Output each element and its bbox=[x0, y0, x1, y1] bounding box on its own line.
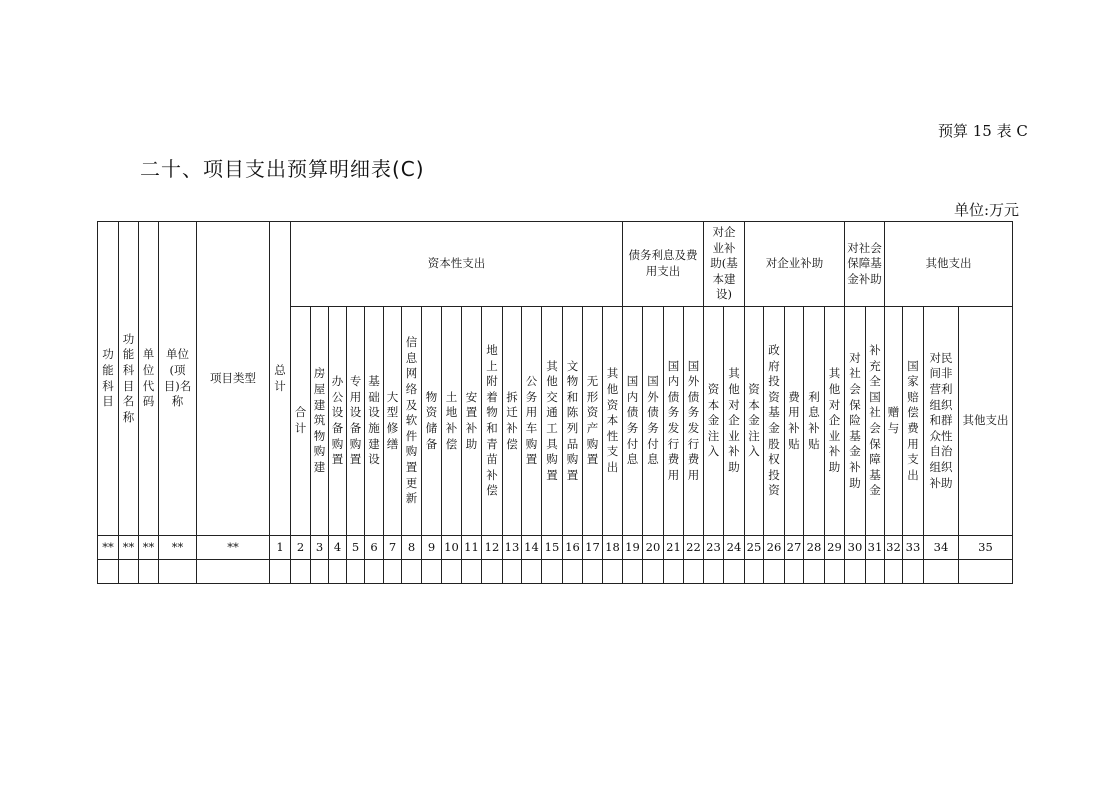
index-cell: 25 bbox=[745, 536, 764, 560]
table-row bbox=[98, 560, 1013, 584]
unit-label: 单位:万元 bbox=[954, 201, 1020, 219]
page-title: 二十、项目支出预算明细表(C) bbox=[140, 157, 425, 181]
budget-detail-table bbox=[97, 221, 1013, 584]
index-cell: 18 bbox=[603, 536, 623, 560]
header-total: 总计 bbox=[270, 222, 291, 536]
col-header-foreign-debt-issuance: 国外债务发行费用 bbox=[684, 307, 704, 536]
col-header-other-capital: 其他资本性支出 bbox=[603, 307, 623, 536]
col-header-gov-investment-fund: 政府投资基金股权投资 bbox=[764, 307, 785, 536]
header-function-name: 功能科目名称 bbox=[119, 222, 139, 536]
group-header-enterprise-subsidy: 对企业补助 bbox=[745, 222, 845, 307]
table-index-row bbox=[98, 536, 1013, 560]
col-header-state-compensation: 国家赔偿费用支出 bbox=[903, 307, 924, 536]
index-cell: 34 bbox=[924, 536, 959, 560]
col-header-foreign-debt-interest: 国外债务付息 bbox=[643, 307, 664, 536]
col-header-intangible-assets: 无形资产购置 bbox=[583, 307, 603, 536]
col-header-expense-subsidy: 费用补贴 bbox=[785, 307, 804, 536]
header-unit-name: 单位(项目)名称 bbox=[159, 222, 197, 536]
index-cell: 30 bbox=[845, 536, 866, 560]
index-cell: ** bbox=[139, 536, 159, 560]
header-function-code: 功能科目 bbox=[98, 222, 119, 536]
index-cell: 28 bbox=[804, 536, 825, 560]
col-header-demolition-compensation: 拆迁补偿 bbox=[503, 307, 522, 536]
col-header-domestic-debt-issuance: 国内债务发行费用 bbox=[664, 307, 684, 536]
index-cell: ** bbox=[98, 536, 119, 560]
index-cell: 12 bbox=[482, 536, 503, 560]
index-cell: 24 bbox=[724, 536, 745, 560]
index-cell: 26 bbox=[764, 536, 785, 560]
col-header-other-enterprise-subsidy-construction: 其他对企业补助 bbox=[724, 307, 745, 536]
col-header-infrastructure: 基础设施建设 bbox=[365, 307, 384, 536]
col-header-official-vehicle: 公务用车购置 bbox=[522, 307, 542, 536]
index-cell: 14 bbox=[522, 536, 542, 560]
col-header-national-social-security-fund: 补充全国社会保障基金 bbox=[866, 307, 885, 536]
index-cell: 21 bbox=[664, 536, 684, 560]
col-header-capital-injection: 资本金注入 bbox=[745, 307, 764, 536]
index-cell: 29 bbox=[825, 536, 845, 560]
index-cell: 16 bbox=[563, 536, 583, 560]
index-cell: 19 bbox=[623, 536, 643, 560]
group-header-debt-interest: 债务利息及费用支出 bbox=[623, 222, 704, 307]
col-header-it-network-software: 信息网络及软件购置更新 bbox=[402, 307, 422, 536]
index-cell: 2 bbox=[291, 536, 311, 560]
col-header-ground-attachment-compensation: 地上附着物和青苗补偿 bbox=[482, 307, 503, 536]
index-cell: ** bbox=[159, 536, 197, 560]
index-cell: 17 bbox=[583, 536, 603, 560]
index-cell: 32 bbox=[885, 536, 903, 560]
index-cell: 7 bbox=[384, 536, 402, 560]
form-code: 预算 15 表 C bbox=[938, 122, 1028, 140]
group-header-capital-expenditure: 资本性支出 bbox=[291, 222, 623, 307]
index-cell: 3 bbox=[311, 536, 329, 560]
col-header-donation: 赠与 bbox=[885, 307, 903, 536]
index-cell: ** bbox=[197, 536, 270, 560]
col-header-land-compensation: 土地补偿 bbox=[442, 307, 462, 536]
index-cell: 4 bbox=[329, 536, 347, 560]
index-cell: 1 bbox=[270, 536, 291, 560]
col-header-cultural-relics: 文物和陈列品购置 bbox=[563, 307, 583, 536]
index-cell: 23 bbox=[704, 536, 724, 560]
col-header-building-construction: 房屋建筑物购建 bbox=[311, 307, 329, 536]
index-cell: 11 bbox=[462, 536, 482, 560]
col-header-interest-subsidy: 利息补贴 bbox=[804, 307, 825, 536]
col-header-domestic-debt-interest: 国内债务付息 bbox=[623, 307, 643, 536]
index-cell: 27 bbox=[785, 536, 804, 560]
group-header-enterprise-subsidy-construction: 对企业补助(基本建设) bbox=[704, 222, 745, 307]
col-header-resettlement-subsidy: 安置补助 bbox=[462, 307, 482, 536]
col-header-other-enterprise-subsidy: 其他对企业补助 bbox=[825, 307, 845, 536]
index-cell: 35 bbox=[959, 536, 1013, 560]
header-unit-code: 单位代码 bbox=[139, 222, 159, 536]
col-header-special-equipment: 专用设备购置 bbox=[347, 307, 365, 536]
index-cell: 33 bbox=[903, 536, 924, 560]
col-header-social-insurance-fund: 对社会保险基金补助 bbox=[845, 307, 866, 536]
col-header-office-equipment: 办公设备购置 bbox=[329, 307, 347, 536]
col-header-capital-subtotal: 合计 bbox=[291, 307, 311, 536]
col-header-nonprofit-subsidy: 对民间非营利组织和群众性自治组织补助 bbox=[924, 307, 959, 536]
index-cell: 22 bbox=[684, 536, 704, 560]
col-header-capital-injection-construction: 资本金注入 bbox=[704, 307, 724, 536]
index-cell: 10 bbox=[442, 536, 462, 560]
col-header-major-repair: 大型修缮 bbox=[384, 307, 402, 536]
col-header-other-vehicles: 其他交通工具购置 bbox=[542, 307, 563, 536]
index-cell: ** bbox=[119, 536, 139, 560]
col-header-other-expenditure: 其他支出 bbox=[959, 307, 1013, 536]
index-cell: 13 bbox=[503, 536, 522, 560]
index-cell: 9 bbox=[422, 536, 442, 560]
index-cell: 8 bbox=[402, 536, 422, 560]
index-cell: 15 bbox=[542, 536, 563, 560]
group-header-social-security-fund: 对社会保障基金补助 bbox=[845, 222, 885, 307]
index-cell: 6 bbox=[365, 536, 384, 560]
col-header-material-reserve: 物资储备 bbox=[422, 307, 442, 536]
header-project-type: 项目类型 bbox=[197, 222, 270, 536]
index-cell: 31 bbox=[866, 536, 885, 560]
index-cell: 20 bbox=[643, 536, 664, 560]
group-header-other-expenditure: 其他支出 bbox=[885, 222, 1013, 307]
index-cell: 5 bbox=[347, 536, 365, 560]
